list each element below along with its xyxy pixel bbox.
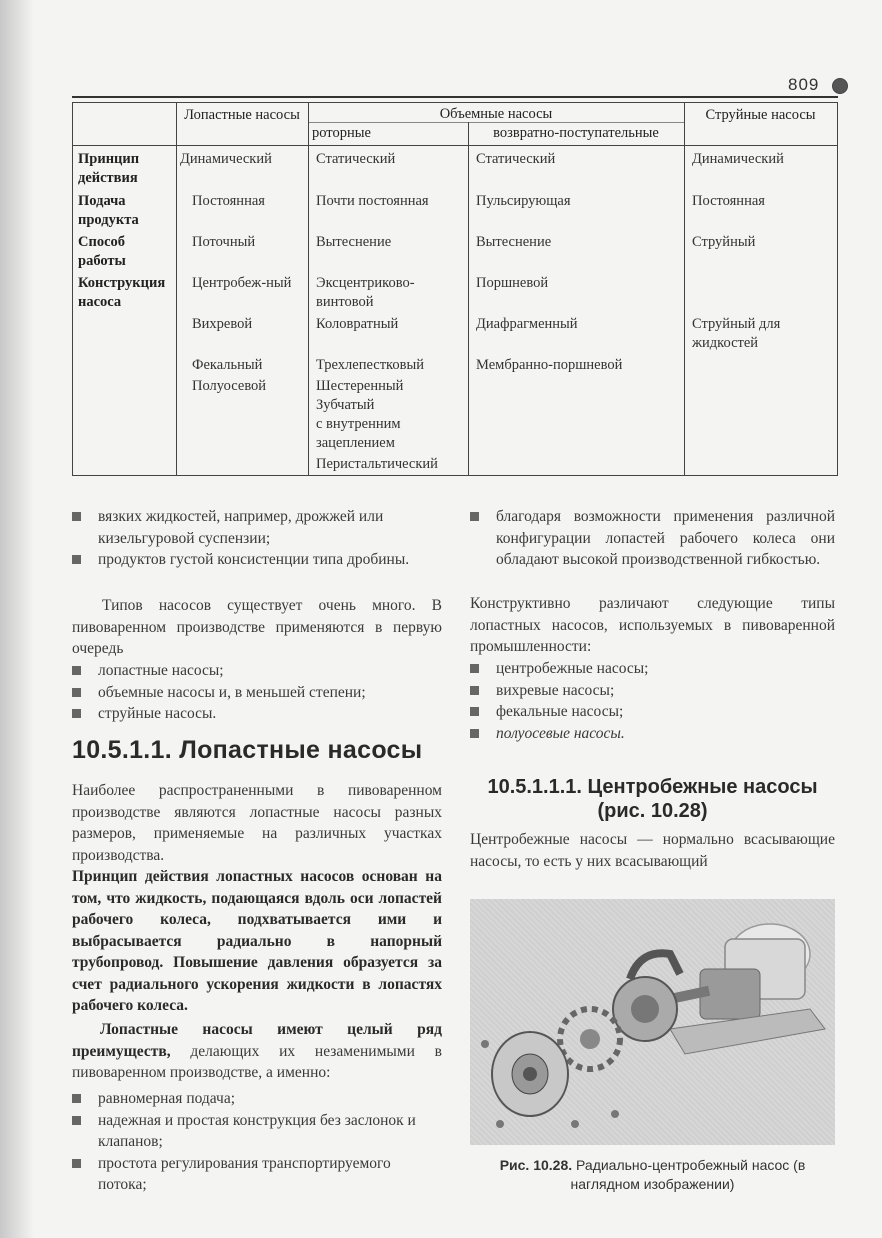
table-cell: Струйный для жидкостей: [692, 316, 781, 351]
list-item: продуктов густой консистенции типа дробины.: [72, 549, 442, 571]
table-cell: Полуосевой: [192, 378, 267, 394]
table-cell: Зубчатый: [316, 397, 375, 413]
list-item: объемные насосы и, в меньшей степени;: [72, 682, 442, 704]
caption-label: Рис. 10.28.: [499, 1157, 573, 1173]
table-cell: Постоянная: [692, 193, 765, 209]
list-item: вихревые насосы;: [470, 680, 835, 702]
centrifugal-pump-illustration: [470, 899, 835, 1145]
table-border-right: [837, 102, 838, 476]
page-rule: [72, 96, 838, 98]
table-cell: Шестеренный: [316, 378, 404, 394]
list-item: благодаря возможности применения различной конфигурации лопастей рабочего колеса они обладают высокой производственной гибкостью.: [470, 506, 835, 571]
advantages-paragraph: [72, 1019, 442, 1084]
left-paragraph: Наиболее распространенными в пивоваренном производстве являются лопастные насосы разных размеров, применяемые на различных участках производства.: [72, 782, 442, 864]
table-cell: Фекальный: [192, 357, 263, 373]
table-cell: Эксцентриково-винтовой: [316, 275, 415, 310]
list-item: равномерная подача;: [72, 1088, 442, 1110]
right-paragraph: Конструктивно различают следующие типы лопастных насосов, используемых в пивоваренной промышленности:: [470, 595, 835, 655]
right-bullet-top: [470, 506, 835, 571]
header-reciprocating: возвратно-поступательные: [493, 125, 659, 141]
list-item: полуосевые насосы.: [470, 723, 835, 745]
table-border-top: [72, 102, 838, 103]
pump-figure: [470, 899, 835, 1145]
row-label: Принцип действия: [78, 151, 140, 186]
right-bullets-types: [470, 658, 835, 744]
table-border-left: [72, 102, 73, 476]
list-item: простота регулирования транспортируемого потока;: [72, 1153, 442, 1196]
table-cell: Диафрагменный: [476, 316, 578, 332]
figure-caption: [470, 1156, 835, 1194]
subsection-heading-line: 10.5.1.1.1. Центробежные насосы: [487, 776, 818, 798]
list-item: лопастные насосы;: [72, 660, 442, 682]
table-cell: Постоянная: [192, 193, 265, 209]
table-cell: Динамический: [692, 151, 784, 167]
page-marker-icon: [832, 78, 848, 94]
table-cell: с внутренним зацеплением: [316, 416, 401, 451]
table-cell: Струйный: [692, 234, 756, 250]
right-paragraph: Центробежные насосы — нормально всасывающие насосы, то есть у них всасывающий: [470, 831, 835, 870]
caption-text: Радиально-центробежный насос (в наглядном изображении): [570, 1157, 806, 1192]
paragraph-text: делающих их незаменимыми в пивоваренном производстве, а именно:: [72, 1042, 443, 1081]
table-cell: Мембранно-поршневой: [476, 357, 623, 373]
principle-paragraph: Принцип действия лопастных насосов основан на том, что жидкость, подающаяся вдоль оси лопастей рабочего колеса, подхватывается ими и выбрасывается радиально в напорный трубопровод. Повышение давления образуется за счет радиального ускорения жидкости в лопастях рабочего колеса.: [72, 868, 442, 1014]
header-jet: Струйные насосы: [705, 107, 816, 123]
list-item: струйные насосы.: [72, 703, 442, 725]
left-bullets-types: [72, 660, 442, 725]
page-number: 809: [788, 75, 820, 94]
header-vane: Лопастные насосы: [184, 107, 300, 123]
header-rotary: роторные: [312, 125, 371, 141]
table-cell: Поршневой: [476, 275, 549, 291]
table-cell: Почти постоянная: [316, 193, 429, 209]
left-paragraph: [72, 595, 442, 660]
advantages-list: [72, 1088, 442, 1196]
row-label: Подача продукта: [78, 193, 139, 228]
pump-comparison-table: [72, 102, 838, 476]
table-cell: Коловратный: [316, 316, 399, 332]
table-col-divider: [468, 122, 469, 476]
scan-edge: [0, 0, 34, 1238]
row-label: Способ работы: [78, 234, 126, 269]
table-cell: Центробеж-ный: [192, 275, 292, 291]
row-label: Конструкция насоса: [78, 275, 166, 310]
list-item: надежная и простая конструкция без заслонок и клапанов;: [72, 1110, 442, 1153]
table-cell: Поточный: [192, 234, 256, 250]
table-header-divider: [72, 145, 838, 146]
table-cell: Вихревой: [192, 316, 253, 332]
table-cell: Вытеснение: [476, 234, 552, 250]
section-heading: 10.5.1.1. Лопастные насосы: [72, 736, 423, 764]
table-border-bottom: [72, 475, 838, 476]
table-col-divider: [684, 102, 685, 476]
header-volumetric: Объемные насосы: [439, 106, 553, 122]
left-bullets-top: [72, 506, 442, 571]
list-item: фекальные насосы;: [470, 701, 835, 723]
subsection-heading: [470, 775, 835, 823]
table-cell: Трехлепестковый: [316, 357, 424, 373]
list-item: центробежные насосы;: [470, 658, 835, 680]
paragraph-text: Типов насосов существует очень много. В пивоваренном производстве применяются в первую очередь: [72, 597, 442, 657]
table-cell: Пульсирующая: [476, 193, 571, 209]
table-cell: Перистальтический: [316, 456, 438, 472]
advantages-lead: Лопастные насосы имеют целый ряд преимуществ,: [72, 1021, 442, 1060]
subsection-heading-figref: (рис. 10.28): [597, 800, 708, 822]
table-cell: Статический: [316, 151, 396, 167]
table-cell: Статический: [476, 151, 556, 167]
list-item: вязких жидкостей, например, дрожжей или кизельгуровой суспензии;: [72, 506, 442, 549]
table-cell: Динамический: [180, 151, 272, 167]
table-cell: Вытеснение: [316, 234, 392, 250]
